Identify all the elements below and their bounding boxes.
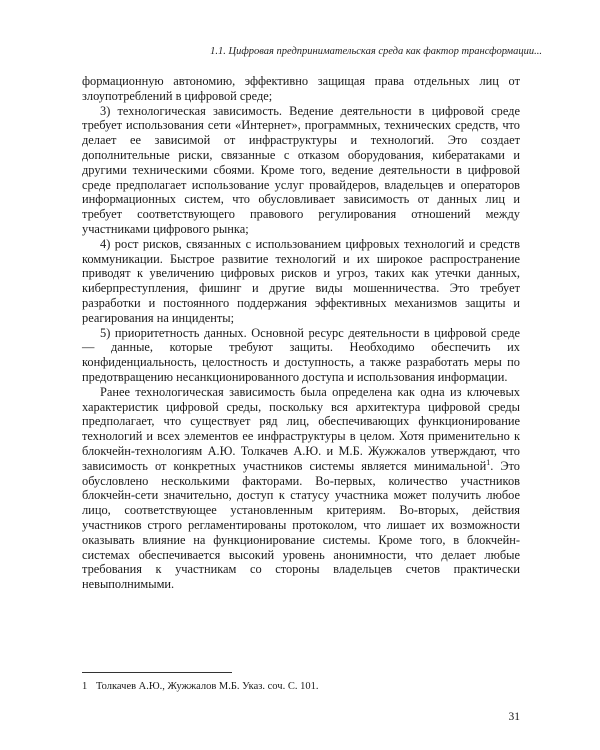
page-number: 31 <box>508 711 520 723</box>
body-text <box>82 74 520 592</box>
paragraph-item-4: 4) рост рисков, связанных с использованием цифровых технологий и средств коммуникации. Быстрое развитие технологий и их широкое распространение приводят к увеличению цифровых рисков и угроз, таких как утечки данных, киберпреступления, фишинг и другие виды мошенничества. Это требует разработки и постоянного поддержания эффективных механизмов защиты и реагирования на инциденты; <box>82 236 520 325</box>
running-head: 1.1. Цифровая предпринимательская среда как фактор трансформации... <box>210 46 542 57</box>
paragraph-item-5: 5) приоритетность данных. Основной ресурс деятельности в цифровой среде — данные, которые требуют защиты. Необходимо обеспечить их конфиденциальность, целостность и доступность, а также разработать меры по предотвращению несанкционированного доступа и использования информации. <box>82 325 520 384</box>
footnote-text: Толкачев А.Ю., Жужжалов М.Б. Указ. соч. С. 101. <box>96 681 319 692</box>
paragraph-continuation: формационную автономию, эффективно защищая права отдельных лиц от злоупотреблений в цифровой среде; <box>82 74 520 103</box>
footnote <box>82 680 520 693</box>
paragraph-final-part1: Ранее технологическая зависимость была определена как одна из ключевых характеристик цифровой среды, поскольку вся архитектура цифровой среды предполагает, что существует ряд лиц, обеспечивающих функционирование технологий и всех элементов ее инфраструктуры в целом. Хотя применительно к блокчейн-технологиям А.Ю. Толкачев А.Ю. и М.Б. Жужжалов утверждают, что зависимость от конкретных участников системы является минимальной <box>82 384 520 473</box>
paragraph-final-part2: . Это обусловлено несколькими факторами. Во-первых, количество участников блокчейн-сети значительно, доступ к статусу участника может получить любое лицо, соответствующее установленным критериям. Во-вторых, действия участников строго регламентированы протоколом, что лишает их возможности оказывать влияние на функционирование системы. Кроме того, в блокчейн-системах обеспечивается высокий уровень анонимности, что делает любые требования к участникам со стороны владельцев счетов практически невыполнимыми. <box>82 458 520 592</box>
footnote-reference[interactable]: 1 <box>486 457 491 467</box>
footnote-mark: 1 <box>82 681 88 692</box>
paragraph-final <box>82 385 520 592</box>
footnote-divider <box>82 672 232 673</box>
paragraph-item-3: 3) технологическая зависимость. Ведение деятельности в цифровой среде требует использования сети «Интернет», программных, технических средств, что делает ее зависимой от инфраструктуры и технологий. Это создает дополнительные риски, связанные с отказом оборудования, кибератаками и другими техническими сбоями. Кроме того, ведение деятельности в цифровой среде предполагает использование услуг провайдеров, владельцев и операторов информационных систем, что обусловливает зависимость от данных лиц и требует соответствующего правового регулирования отношений между участниками цифрового рынка; <box>82 103 520 236</box>
